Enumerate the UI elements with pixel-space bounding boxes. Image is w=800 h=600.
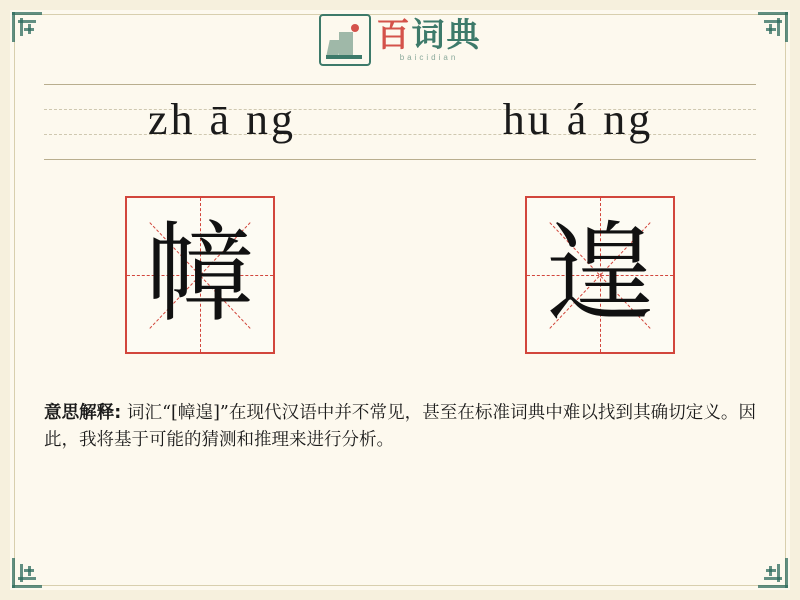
character-row	[0, 196, 800, 354]
logo-title-prefix: 百	[376, 15, 412, 54]
pinyin-staff	[44, 84, 756, 160]
explanation-block	[44, 400, 756, 454]
site-logo	[0, 14, 800, 66]
explanation-label: 意思解释:	[44, 403, 122, 423]
character-cell-2	[400, 196, 800, 354]
tianzige-box-2	[525, 196, 675, 354]
pinyin-text-1: zh ā ng	[147, 95, 297, 144]
character-glyph-2: 遑	[545, 212, 654, 337]
logo-subtitle: baicidian	[399, 53, 459, 62]
character-cell-1	[0, 196, 400, 354]
pinyin-row	[44, 84, 756, 160]
dictionary-logo-icon	[319, 14, 371, 66]
corner-ornament-bottom-left	[12, 554, 46, 588]
pinyin-text-2: hu á ng	[502, 95, 654, 144]
pinyin-cell-1	[44, 84, 400, 160]
logo-text	[376, 15, 482, 62]
pinyin-cell-2	[400, 84, 756, 160]
logo-title-suffix: 词典	[411, 15, 482, 54]
character-glyph-1: 幛	[145, 212, 254, 337]
corner-ornament-bottom-right	[754, 554, 788, 588]
logo-title	[376, 15, 482, 54]
tianzige-box-1	[125, 196, 275, 354]
explanation-body: 词汇“[幛遑]”在现代汉语中并不常见，甚至在标准词典中难以找到其确切定义。因此，我将基于可能的猜测和推理来进行分析。	[44, 403, 757, 451]
